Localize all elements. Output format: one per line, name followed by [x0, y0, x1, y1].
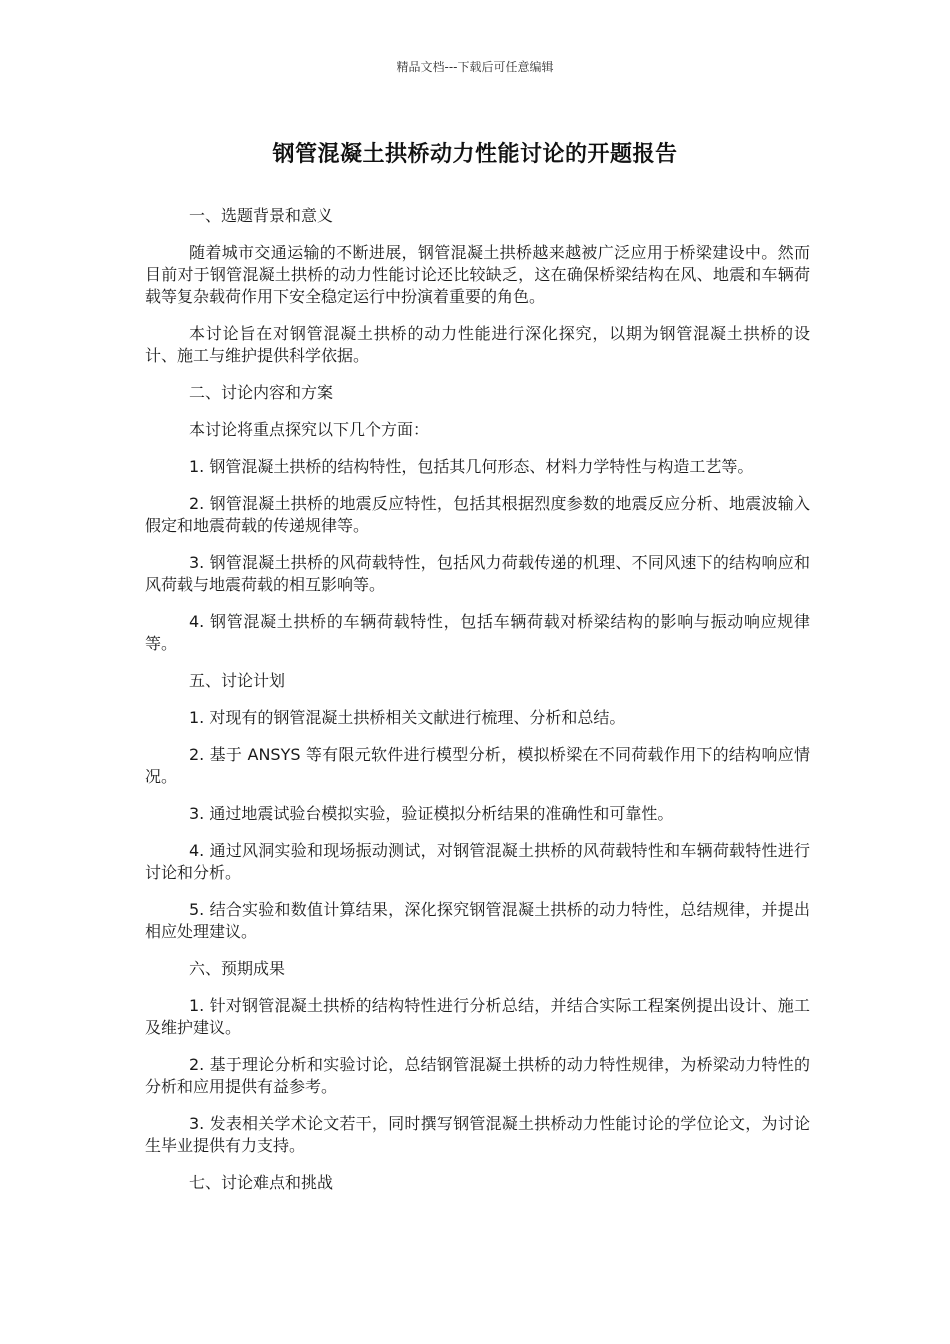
list-item-plan-3: 3. 通过地震试验台模拟实验，验证模拟分析结果的准确性和可靠性。	[189, 804, 674, 823]
section-heading-content: 二、讨论内容和方案	[189, 383, 334, 402]
section-heading-results: 六、预期成果	[189, 959, 286, 978]
paragraph-content-intro: 本讨论将重点探究以下几个方面：	[189, 420, 430, 439]
list-item-results-1: 1. 针对钢管混凝土拱桥的结构特性进行分析总结，并结合实际工程案例提出设计、施工及维护建议。	[145, 996, 810, 1037]
list-item-results-2: 2. 基于理论分析和实验讨论，总结钢管混凝土拱桥的动力特性规律，为桥梁动力特性的分析和应用提供有益参考。	[145, 1055, 810, 1096]
section-heading-challenges: 七、讨论难点和挑战	[189, 1173, 334, 1192]
list-item-plan-5: 5. 结合实验和数值计算结果，深化探究钢管混凝土拱桥的动力特性，总结规律，并提出相应处理建议。	[145, 900, 810, 941]
list-item-plan-1: 1. 对现有的钢管混凝土拱桥相关文献进行梳理、分析和总结。	[189, 708, 626, 727]
list-item-results-3: 3. 发表相关学术论文若干，同时撰写钢管混凝土拱桥动力性能讨论的学位论文，为讨论生毕业提供有力支持。	[145, 1114, 810, 1155]
list-item-plan-2: 2. 基于 ANSYS 等有限元软件进行模型分析，模拟桥梁在不同荷载作用下的结构响应情况。	[145, 745, 810, 786]
paragraph-background: 随着城市交通运输的不断进展，钢管混凝土拱桥越来越被广泛应用于桥梁建设中。然而目前对于钢管混凝土拱桥的动力性能讨论还比较缺乏，这在确保桥梁结构在风、地震和车辆荷载等复杂载荷作用下安全稳定运行中扮演着重要的角色。	[145, 243, 810, 306]
paragraph-purpose: 本讨论旨在对钢管混凝土拱桥的动力性能进行深化探究，以期为钢管混凝土拱桥的设计、施工与维护提供科学依据。	[145, 324, 810, 365]
list-item-plan-4: 4. 通过风洞实验和现场振动测试，对钢管混凝土拱桥的风荷载特性和车辆荷载特性进行讨论和分析。	[145, 841, 810, 882]
page-header-note: 精品文档---下载后可任意编辑	[396, 60, 554, 74]
list-item-content-1: 1. 钢管混凝土拱桥的结构特性，包括其几何形态、材料力学特性与构造工艺等。	[189, 457, 754, 476]
list-item-content-3: 3. 钢管混凝土拱桥的风荷载特性，包括风力荷载传递的机理、不同风速下的结构响应和风荷载与地震荷载的相互影响等。	[145, 553, 810, 594]
document-title: 钢管混凝土拱桥动力性能讨论的开题报告	[272, 142, 678, 167]
document-body	[145, 205, 810, 1209]
list-item-content-2: 2. 钢管混凝土拱桥的地震反应特性，包括其根据烈度参数的地震反应分析、地震波输入假定和地震荷载的传递规律等。	[145, 494, 810, 535]
section-heading-plan: 五、讨论计划	[189, 671, 286, 690]
list-item-content-4: 4. 钢管混凝土拱桥的车辆荷载特性，包括车辆荷载对桥梁结构的影响与振动响应规律等。	[145, 612, 810, 653]
section-heading-background: 一、选题背景和意义	[189, 206, 334, 225]
